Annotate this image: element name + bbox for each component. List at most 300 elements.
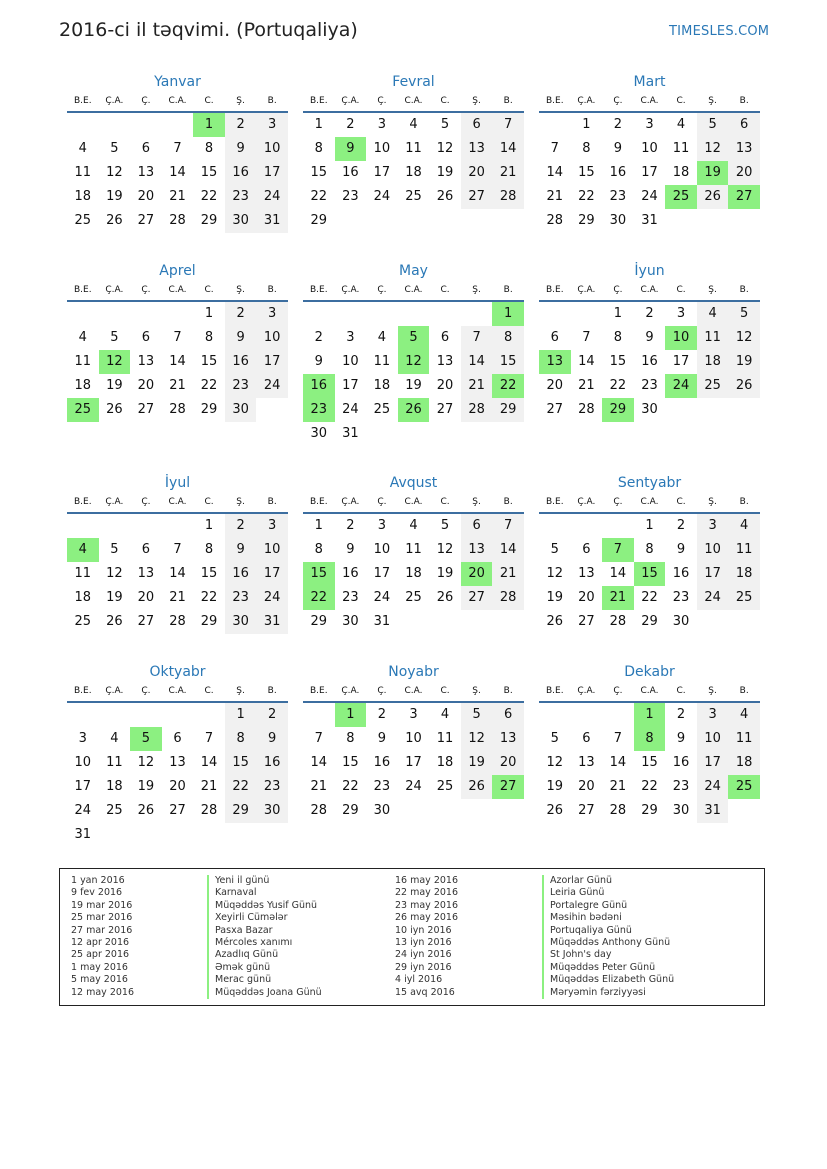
day-cell: 28 bbox=[609, 803, 627, 818]
weekend-day-cell: 16 bbox=[256, 751, 288, 775]
weekend-day-cell: 24 bbox=[256, 586, 288, 610]
day-cell: 3 bbox=[377, 117, 387, 132]
day-cell: 15 bbox=[609, 354, 627, 369]
day-cell: 29 bbox=[578, 213, 595, 228]
day-cell: 3 bbox=[409, 707, 418, 722]
day-cell: 29 bbox=[200, 402, 218, 417]
day-cell: 15 bbox=[342, 755, 359, 770]
month-3 bbox=[539, 72, 760, 233]
day-cell: 3 bbox=[78, 731, 87, 746]
holiday-day-cell: 8 bbox=[634, 727, 666, 751]
day-cell: 22 bbox=[310, 189, 328, 204]
day-cell: 23 bbox=[342, 590, 359, 605]
day-cell: 4 bbox=[440, 707, 450, 722]
month-name: Dekabr bbox=[624, 664, 675, 680]
day-cell: 28 bbox=[169, 614, 186, 629]
day-cell: 29 bbox=[200, 213, 218, 228]
weekday-header: B. bbox=[256, 682, 288, 702]
day-cell: 30 bbox=[342, 614, 359, 629]
day-cell: 8 bbox=[645, 542, 654, 557]
empty-day-cell bbox=[130, 823, 162, 847]
day-cell: 18 bbox=[74, 189, 92, 204]
empty-day-cell bbox=[602, 513, 634, 538]
weekday-header: B. bbox=[728, 281, 760, 301]
day-cell: 18 bbox=[74, 378, 92, 393]
day-cell: 7 bbox=[314, 731, 323, 746]
day-cell: 4 bbox=[409, 518, 418, 533]
weekday-header: Ç. bbox=[366, 281, 398, 301]
month-name: İyun bbox=[634, 263, 665, 279]
weekday-header: B. bbox=[492, 493, 524, 513]
weekend-day-cell: 21 bbox=[492, 562, 524, 586]
day-cell: 12 bbox=[106, 165, 123, 180]
empty-day-cell bbox=[697, 610, 729, 634]
day-cell: 12 bbox=[546, 755, 564, 770]
weekend-day-cell: 11 bbox=[728, 727, 760, 751]
empty-day-cell bbox=[429, 422, 461, 446]
day-cell: 14 bbox=[578, 354, 595, 369]
holiday-day-cell: 22 bbox=[303, 586, 335, 610]
weekday-header: Ş. bbox=[225, 682, 257, 702]
weekend-day-cell: 30 bbox=[225, 610, 257, 634]
holiday-day-cell: 20 bbox=[461, 562, 493, 586]
empty-day-cell bbox=[461, 799, 493, 823]
day-cell: 4 bbox=[377, 330, 387, 345]
weekend-day-cell: 16 bbox=[225, 161, 257, 185]
empty-day-cell bbox=[602, 702, 634, 727]
empty-day-cell bbox=[162, 702, 194, 727]
day-cell: 11 bbox=[436, 731, 454, 746]
day-cell: 22 bbox=[641, 779, 658, 794]
empty-day-cell bbox=[303, 702, 335, 727]
weekend-day-cell: 15 bbox=[225, 751, 257, 775]
day-cell: 11 bbox=[405, 141, 422, 156]
weekday-header: Ç.A. bbox=[335, 493, 367, 513]
empty-day-cell bbox=[728, 610, 760, 634]
weekday-header: B.E. bbox=[67, 281, 99, 301]
day-cell: 11 bbox=[74, 354, 92, 369]
day-cell: 2 bbox=[613, 117, 623, 132]
weekend-day-cell: 30 bbox=[225, 398, 257, 422]
weekend-day-cell: 3 bbox=[697, 702, 729, 727]
weekday-header: B.E. bbox=[303, 281, 335, 301]
day-cell: 26 bbox=[106, 614, 123, 629]
day-cell: 6 bbox=[173, 731, 182, 746]
day-cell: 1 bbox=[204, 306, 214, 321]
empty-day-cell bbox=[193, 702, 225, 727]
day-cell: 27 bbox=[137, 614, 155, 629]
day-cell: 18 bbox=[106, 779, 123, 794]
weekend-day-cell: 30 bbox=[256, 799, 288, 823]
weekday-header: Ç.A. bbox=[99, 281, 131, 301]
weekend-day-cell: 31 bbox=[256, 610, 288, 634]
holiday-day-cell: 24 bbox=[665, 374, 697, 398]
day-cell: 17 bbox=[74, 779, 92, 794]
weekend-day-cell: 19 bbox=[461, 751, 493, 775]
day-cell: 14 bbox=[200, 755, 218, 770]
day-cell: 21 bbox=[578, 378, 595, 393]
weekday-header: Ç. bbox=[366, 682, 398, 702]
day-cell: 24 bbox=[641, 189, 658, 204]
empty-day-cell bbox=[492, 209, 524, 233]
weekend-day-cell: 4 bbox=[728, 702, 760, 727]
weekend-day-cell: 4 bbox=[728, 513, 760, 538]
day-cell: 14 bbox=[609, 755, 627, 770]
day-cell: 4 bbox=[78, 330, 87, 345]
day-cell: 4 bbox=[78, 141, 87, 156]
empty-day-cell bbox=[303, 301, 335, 326]
day-cell: 24 bbox=[373, 189, 391, 204]
day-cell: 28 bbox=[578, 402, 595, 417]
holiday-date: 10 iyn 2016 bbox=[395, 924, 452, 936]
day-cell: 31 bbox=[373, 614, 391, 629]
weekend-day-cell: 6 bbox=[492, 702, 524, 727]
day-cell: 2 bbox=[645, 306, 654, 321]
empty-day-cell bbox=[539, 702, 571, 727]
day-cell: 2 bbox=[346, 518, 355, 533]
weekend-day-cell: 6 bbox=[461, 513, 493, 538]
day-cell: 29 bbox=[641, 614, 658, 629]
day-cell: 4 bbox=[110, 731, 119, 746]
day-cell: 23 bbox=[672, 779, 690, 794]
weekday-header: C. bbox=[193, 493, 225, 513]
weekday-header: Ş. bbox=[225, 493, 257, 513]
weekend-day-cell: 5 bbox=[697, 112, 729, 137]
day-cell: 1 bbox=[613, 306, 623, 321]
day-cell: 27 bbox=[137, 402, 155, 417]
day-cell: 15 bbox=[200, 566, 218, 581]
day-cell: 10 bbox=[641, 141, 658, 156]
month-6 bbox=[539, 261, 760, 422]
weekend-day-cell: 2 bbox=[256, 702, 288, 727]
day-cell: 19 bbox=[106, 590, 123, 605]
weekend-day-cell: 24 bbox=[256, 185, 288, 209]
month-9 bbox=[539, 473, 760, 634]
month-name: Avqust bbox=[389, 475, 438, 491]
month-10 bbox=[67, 662, 288, 847]
day-cell: 28 bbox=[200, 803, 218, 818]
empty-day-cell bbox=[67, 702, 99, 727]
weekend-day-cell: 9 bbox=[225, 326, 257, 350]
weekday-header: C. bbox=[665, 281, 697, 301]
empty-day-cell bbox=[461, 209, 493, 233]
weekday-header: Ç. bbox=[602, 493, 634, 513]
day-cell: 9 bbox=[613, 141, 623, 156]
weekend-day-cell: 10 bbox=[256, 137, 288, 161]
day-cell: 22 bbox=[200, 189, 218, 204]
day-cell: 7 bbox=[613, 731, 623, 746]
holiday-name: Müqəddəs Peter Günü bbox=[542, 962, 674, 974]
weekday-header: B.E. bbox=[539, 92, 571, 112]
day-cell: 14 bbox=[169, 354, 186, 369]
day-cell: 27 bbox=[169, 803, 186, 818]
weekday-header: C.A. bbox=[398, 493, 430, 513]
day-cell: 28 bbox=[310, 803, 328, 818]
weekend-day-cell: 13 bbox=[461, 538, 493, 562]
weekday-header: B.E. bbox=[539, 493, 571, 513]
empty-day-cell bbox=[193, 823, 225, 847]
day-cell: 30 bbox=[672, 803, 690, 818]
day-cell: 20 bbox=[137, 590, 155, 605]
weekend-day-cell: 14 bbox=[492, 137, 524, 161]
weekday-header: C. bbox=[429, 281, 461, 301]
day-cell: 21 bbox=[200, 779, 218, 794]
holiday-name: Məsihin bədəni bbox=[542, 912, 674, 924]
weekend-day-cell: 6 bbox=[461, 112, 493, 137]
day-cell: 23 bbox=[641, 378, 658, 393]
day-cell: 16 bbox=[342, 165, 359, 180]
empty-day-cell bbox=[335, 301, 367, 326]
holiday-day-cell: 4 bbox=[67, 538, 99, 562]
weekend-day-cell: 13 bbox=[728, 137, 760, 161]
weekday-header: B. bbox=[256, 281, 288, 301]
weekday-header: B.E. bbox=[303, 493, 335, 513]
day-cell: 18 bbox=[74, 590, 92, 605]
day-cell: 15 bbox=[200, 165, 218, 180]
weekend-day-cell: 16 bbox=[225, 562, 257, 586]
day-cell: 20 bbox=[169, 779, 186, 794]
weekday-header: Ç.A. bbox=[571, 281, 603, 301]
holiday-names-column-2 bbox=[542, 875, 674, 999]
day-cell: 26 bbox=[546, 803, 564, 818]
day-cell: 18 bbox=[672, 165, 690, 180]
empty-day-cell bbox=[99, 112, 131, 137]
weekday-header: B. bbox=[492, 682, 524, 702]
day-cell: 5 bbox=[110, 542, 119, 557]
empty-day-cell bbox=[67, 112, 99, 137]
day-cell: 16 bbox=[641, 354, 658, 369]
day-cell: 26 bbox=[436, 590, 454, 605]
weekday-header: Ş. bbox=[697, 281, 729, 301]
empty-day-cell bbox=[539, 513, 571, 538]
weekend-day-cell: 30 bbox=[225, 209, 257, 233]
month-table bbox=[539, 493, 760, 634]
day-cell: 30 bbox=[373, 803, 391, 818]
day-cell: 17 bbox=[373, 165, 391, 180]
holiday-date: 9 fev 2016 bbox=[71, 887, 123, 899]
weekday-header: C. bbox=[665, 493, 697, 513]
weekday-header: B.E. bbox=[539, 281, 571, 301]
weekday-header: Ç.A. bbox=[335, 682, 367, 702]
weekday-header: C.A. bbox=[398, 281, 430, 301]
day-cell: 25 bbox=[405, 189, 422, 204]
holiday-day-cell: 9 bbox=[335, 137, 367, 161]
month-name: Yanvar bbox=[154, 74, 201, 90]
weekend-day-cell: 28 bbox=[492, 185, 524, 209]
month-7 bbox=[67, 473, 288, 634]
day-cell: 9 bbox=[346, 542, 355, 557]
weekday-header: C.A. bbox=[634, 92, 666, 112]
day-cell: 7 bbox=[582, 330, 591, 345]
month-2 bbox=[303, 72, 524, 233]
weekend-day-cell: 7 bbox=[492, 513, 524, 538]
holiday-day-cell: 10 bbox=[665, 326, 697, 350]
day-cell: 17 bbox=[373, 566, 391, 581]
weekday-header: Ç.A. bbox=[335, 281, 367, 301]
weekday-header: Ç.A. bbox=[571, 682, 603, 702]
weekend-day-cell: 14 bbox=[461, 350, 493, 374]
weekday-header: B.E. bbox=[67, 682, 99, 702]
weekday-header: Ş. bbox=[461, 682, 493, 702]
day-cell: 5 bbox=[440, 117, 450, 132]
holiday-day-cell: 27 bbox=[492, 775, 524, 799]
day-cell: 21 bbox=[169, 378, 186, 393]
day-cell: 12 bbox=[436, 542, 454, 557]
weekend-day-cell: 2 bbox=[225, 301, 257, 326]
holiday-name: Müqəddəs Anthony Günü bbox=[542, 937, 674, 949]
day-cell: 10 bbox=[342, 354, 359, 369]
day-cell: 4 bbox=[409, 117, 418, 132]
holiday-name: Mércoles xanımı bbox=[207, 937, 322, 949]
month-name: Aprel bbox=[159, 263, 196, 279]
weekday-header: C. bbox=[193, 92, 225, 112]
day-cell: 14 bbox=[310, 755, 328, 770]
day-cell: 13 bbox=[436, 354, 454, 369]
empty-day-cell bbox=[162, 513, 194, 538]
weekday-header: Ç. bbox=[366, 92, 398, 112]
empty-day-cell bbox=[99, 702, 131, 727]
holiday-day-cell: 22 bbox=[492, 374, 524, 398]
holiday-day-cell: 25 bbox=[67, 398, 99, 422]
day-cell: 1 bbox=[645, 518, 654, 533]
month-table bbox=[67, 682, 288, 847]
weekend-day-cell: 4 bbox=[697, 301, 729, 326]
empty-day-cell bbox=[162, 823, 194, 847]
empty-day-cell bbox=[697, 398, 729, 422]
holiday-date: 25 mar 2016 bbox=[71, 912, 133, 924]
day-cell: 30 bbox=[641, 402, 658, 417]
day-cell: 12 bbox=[137, 755, 155, 770]
holiday-date: 15 avq 2016 bbox=[395, 986, 455, 998]
day-cell: 11 bbox=[373, 354, 391, 369]
holiday-date: 12 may 2016 bbox=[71, 986, 135, 998]
empty-day-cell bbox=[492, 610, 524, 634]
empty-day-cell bbox=[99, 823, 131, 847]
day-cell: 14 bbox=[169, 566, 186, 581]
day-cell: 22 bbox=[342, 779, 359, 794]
day-cell: 21 bbox=[609, 779, 627, 794]
weekday-header: B. bbox=[256, 92, 288, 112]
weekend-day-cell: 23 bbox=[225, 586, 257, 610]
weekday-header: C.A. bbox=[398, 682, 430, 702]
brand-link[interactable]: TIMESLES.COM bbox=[669, 24, 770, 39]
weekend-day-cell: 15 bbox=[492, 350, 524, 374]
day-cell: 11 bbox=[74, 566, 92, 581]
day-cell: 3 bbox=[645, 117, 654, 132]
weekend-day-cell: 24 bbox=[697, 775, 729, 799]
weekend-day-cell: 20 bbox=[492, 751, 524, 775]
day-cell: 8 bbox=[204, 542, 214, 557]
weekday-header: Ç. bbox=[130, 493, 162, 513]
day-cell: 24 bbox=[342, 402, 359, 417]
day-cell: 27 bbox=[546, 402, 564, 417]
day-cell: 9 bbox=[645, 330, 654, 345]
empty-day-cell bbox=[461, 301, 493, 326]
month-table bbox=[539, 92, 760, 233]
day-cell: 14 bbox=[609, 566, 627, 581]
day-cell: 1 bbox=[582, 117, 591, 132]
weekday-header: Ş. bbox=[225, 92, 257, 112]
empty-day-cell bbox=[728, 398, 760, 422]
day-cell: 2 bbox=[676, 707, 686, 722]
weekday-header: C.A. bbox=[162, 493, 194, 513]
month-table bbox=[67, 281, 288, 422]
weekend-day-cell: 31 bbox=[697, 799, 729, 823]
day-cell: 28 bbox=[609, 614, 627, 629]
weekend-day-cell: 26 bbox=[728, 374, 760, 398]
month-name: Sentyabr bbox=[617, 475, 682, 491]
month-table bbox=[539, 682, 760, 823]
holiday-day-cell: 7 bbox=[602, 538, 634, 562]
empty-day-cell bbox=[429, 610, 461, 634]
day-cell: 7 bbox=[173, 542, 182, 557]
day-cell: 8 bbox=[204, 330, 214, 345]
day-cell: 13 bbox=[137, 354, 155, 369]
holiday-date: 1 yan 2016 bbox=[71, 875, 125, 886]
month-table bbox=[303, 493, 524, 634]
weekend-day-cell: 2 bbox=[225, 112, 257, 137]
day-cell: 7 bbox=[173, 141, 182, 156]
holiday-name: Portalegre Günü bbox=[542, 900, 674, 912]
holiday-day-cell: 12 bbox=[99, 350, 131, 374]
holiday-legend bbox=[59, 868, 765, 1006]
empty-day-cell bbox=[539, 112, 571, 137]
day-cell: 11 bbox=[405, 542, 422, 557]
day-cell: 29 bbox=[200, 614, 218, 629]
day-cell: 25 bbox=[436, 779, 454, 794]
weekend-day-cell: 10 bbox=[256, 538, 288, 562]
day-cell: 21 bbox=[169, 590, 186, 605]
day-cell: 23 bbox=[373, 779, 391, 794]
day-cell: 3 bbox=[346, 330, 355, 345]
day-cell: 25 bbox=[405, 590, 422, 605]
holiday-day-cell: 12 bbox=[398, 350, 430, 374]
day-cell: 17 bbox=[641, 165, 658, 180]
empty-day-cell bbox=[398, 610, 430, 634]
day-cell: 6 bbox=[550, 330, 559, 345]
weekday-header: C.A. bbox=[162, 281, 194, 301]
day-cell: 30 bbox=[310, 426, 328, 441]
weekend-day-cell: 13 bbox=[461, 137, 493, 161]
day-cell: 28 bbox=[169, 213, 186, 228]
month-5 bbox=[303, 261, 524, 446]
day-cell: 10 bbox=[373, 141, 391, 156]
weekend-day-cell: 20 bbox=[728, 161, 760, 185]
day-cell: 20 bbox=[578, 590, 595, 605]
empty-day-cell bbox=[571, 702, 603, 727]
empty-day-cell bbox=[256, 823, 288, 847]
day-cell: 17 bbox=[672, 354, 690, 369]
day-cell: 22 bbox=[641, 590, 658, 605]
weekday-header: B. bbox=[728, 493, 760, 513]
day-cell: 8 bbox=[613, 330, 623, 345]
weekend-day-cell: 16 bbox=[225, 350, 257, 374]
empty-day-cell bbox=[162, 112, 194, 137]
day-cell: 9 bbox=[314, 354, 323, 369]
empty-day-cell bbox=[429, 209, 461, 233]
day-cell: 27 bbox=[137, 213, 155, 228]
day-cell: 20 bbox=[546, 378, 564, 393]
weekend-day-cell: 29 bbox=[225, 799, 257, 823]
day-cell: 7 bbox=[204, 731, 214, 746]
day-cell: 30 bbox=[672, 614, 690, 629]
day-cell: 5 bbox=[110, 330, 119, 345]
weekday-header: Ç.A. bbox=[335, 92, 367, 112]
weekday-header: Ç. bbox=[130, 682, 162, 702]
day-cell: 15 bbox=[200, 354, 218, 369]
weekend-day-cell: 28 bbox=[492, 586, 524, 610]
weekday-header: Ç. bbox=[602, 281, 634, 301]
